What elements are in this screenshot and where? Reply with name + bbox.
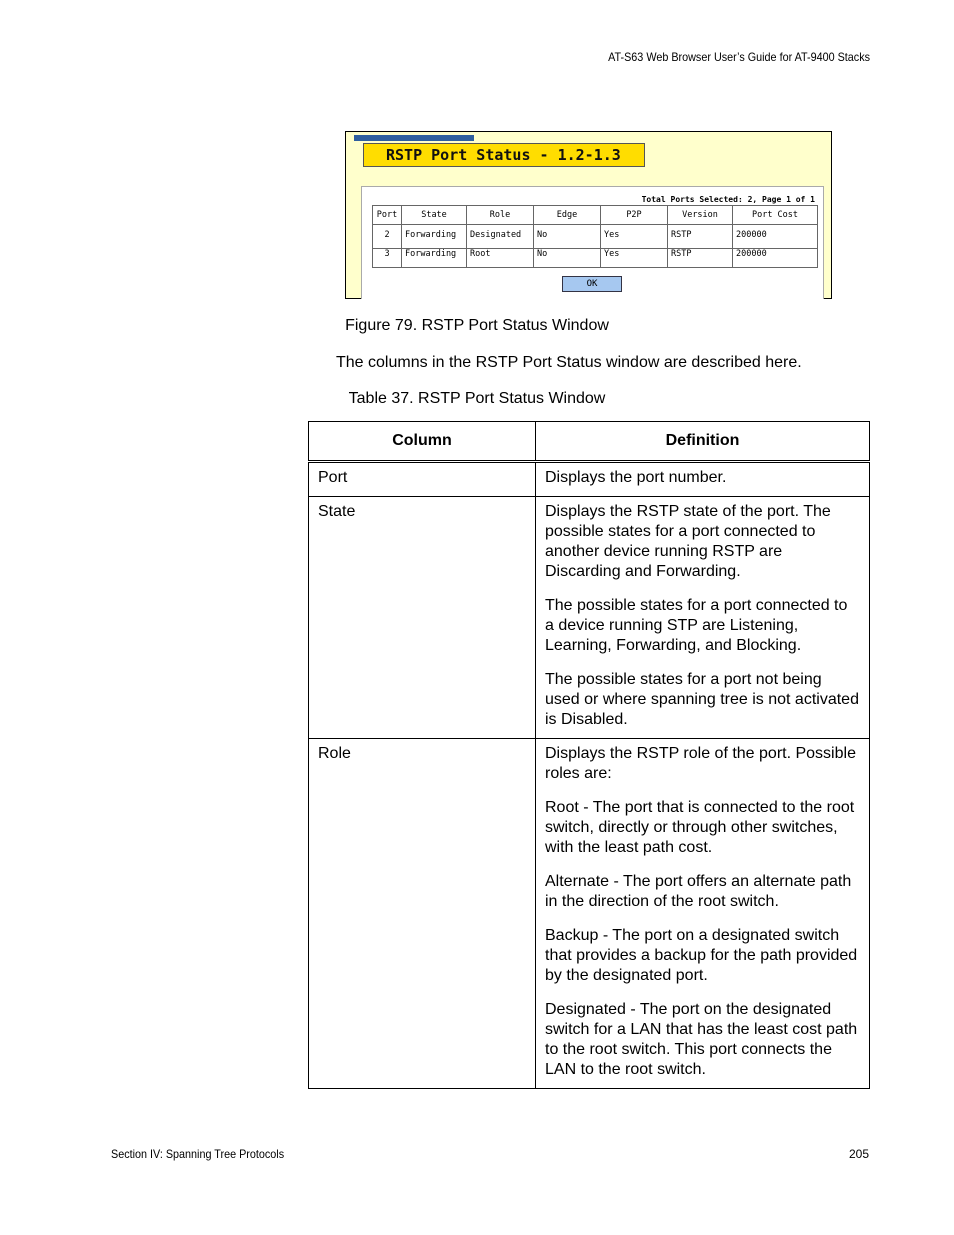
rstp-port-status-figure bbox=[345, 131, 832, 299]
cell: 2 bbox=[373, 225, 402, 249]
running-header: AT-S63 Web Browser User’s Guide for AT-9400 Stacks bbox=[608, 50, 870, 64]
port-status-table bbox=[372, 205, 818, 268]
col-port: Port bbox=[373, 206, 402, 225]
cell: 200000 bbox=[733, 249, 818, 268]
col-port-cost: Port Cost bbox=[733, 206, 818, 225]
table-row bbox=[309, 497, 870, 739]
column-definition bbox=[536, 497, 870, 739]
cell: Forwarding bbox=[402, 249, 467, 268]
column-definition bbox=[536, 462, 870, 497]
cell: 200000 bbox=[733, 225, 818, 249]
definition-header-row bbox=[309, 422, 870, 462]
cell: RSTP bbox=[668, 249, 733, 268]
cell: No bbox=[534, 249, 601, 268]
definition-paragraph: The possible states for a port connected to a device running STP are Listening, Learning, Forwarding, and Blocking. bbox=[545, 597, 848, 654]
cell: No bbox=[534, 225, 601, 249]
column-name: Port bbox=[309, 462, 536, 497]
cell: Root bbox=[467, 249, 534, 268]
definition-paragraph: Displays the port number. bbox=[545, 469, 727, 486]
intro-paragraph: The columns in the RSTP Port Status window are described here. bbox=[336, 354, 802, 371]
window-tab-strip bbox=[354, 135, 474, 141]
page-number: 205 bbox=[848, 1147, 869, 1161]
header-column: Column bbox=[309, 422, 536, 462]
window-title: RSTP Port Status - 1.2-1.3 bbox=[363, 143, 645, 167]
definition-paragraph: Displays the RSTP role of the port. Possible roles are: bbox=[545, 745, 856, 782]
definition-paragraph: Root - The port that is connected to the root switch, directly or through other switches, with the least path cost. bbox=[545, 799, 855, 856]
cell: 3 bbox=[373, 249, 402, 268]
table-caption: Table 37. RSTP Port Status Window bbox=[348, 390, 606, 407]
cell: Yes bbox=[601, 225, 668, 249]
definition-paragraph: Designated - The port on the designated switch for a LAN that has the least cost path to the root switch. This port connects the LAN to the root switch. bbox=[545, 1001, 858, 1078]
definition-paragraph: The possible states for a port not being used or where spanning tree is not activated is Disabled. bbox=[545, 671, 859, 728]
col-p2p: P2P bbox=[601, 206, 668, 225]
column-name: Role bbox=[309, 739, 536, 1089]
column-name: State bbox=[309, 497, 536, 739]
table-row bbox=[309, 739, 870, 1089]
table-row bbox=[373, 249, 818, 268]
cell: Yes bbox=[601, 249, 668, 268]
header-definition: Definition bbox=[536, 422, 870, 462]
total-ports-label: Total Ports Selected: 2, Page 1 of 1 bbox=[641, 195, 815, 204]
port-status-header-row bbox=[373, 206, 818, 225]
col-edge: Edge bbox=[534, 206, 601, 225]
figure-caption: Figure 79. RSTP Port Status Window bbox=[345, 317, 609, 334]
definition-paragraph: Alternate - The port offers an alternate path in the direction of the root switch. bbox=[545, 873, 852, 910]
footer-section: Section IV: Spanning Tree Protocols bbox=[111, 1147, 285, 1161]
definition-paragraph: Backup - The port on a designated switch that provides a backup for the path provided by the designated port. bbox=[545, 927, 858, 984]
definition-paragraph: Displays the RSTP state of the port. The possible states for a port connected to another device running RSTP are Discarding and Forwarding. bbox=[545, 503, 831, 580]
col-version: Version bbox=[668, 206, 733, 225]
col-role: Role bbox=[467, 206, 534, 225]
cell: Forwarding bbox=[402, 225, 467, 249]
definition-table bbox=[308, 421, 870, 1089]
cell: Designated bbox=[467, 225, 534, 249]
ok-button[interactable]: OK bbox=[562, 276, 622, 292]
col-state: State bbox=[402, 206, 467, 225]
table-row bbox=[309, 462, 870, 497]
table-row bbox=[373, 225, 818, 249]
column-definition bbox=[536, 739, 870, 1089]
cell: RSTP bbox=[668, 225, 733, 249]
